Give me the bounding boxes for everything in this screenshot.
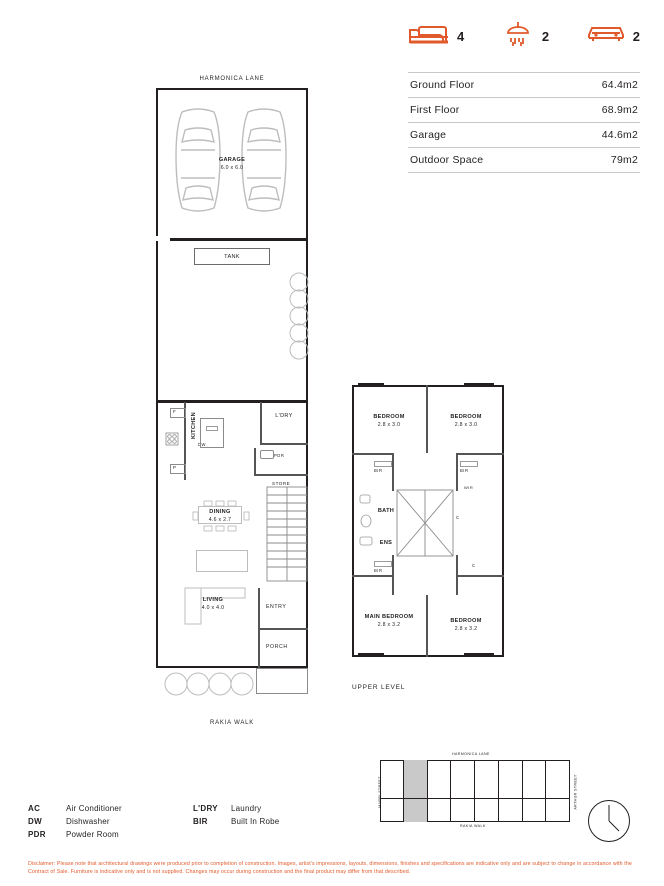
- carspaces-summary: [586, 22, 640, 51]
- room-name: DINING: [209, 509, 231, 515]
- bir-1: [374, 461, 392, 467]
- rug: [196, 550, 248, 572]
- landscaping-shrubs-front: [164, 670, 268, 700]
- fridge-tag: F: [173, 409, 177, 414]
- room-name: BEDROOM: [450, 618, 482, 624]
- upper-level-title: UPPER LEVEL: [352, 684, 406, 691]
- pantry-tag: P: [173, 465, 177, 470]
- bir-3: [374, 561, 392, 567]
- site-unit-highlighted: [404, 760, 428, 822]
- sink-icon: [206, 426, 218, 431]
- staircase-ground: [266, 486, 308, 582]
- room-name: ENS: [379, 540, 393, 546]
- site-unit: [428, 760, 452, 822]
- legend-term: Built In Robe: [231, 817, 280, 826]
- room-dining: [190, 508, 250, 525]
- wall: [456, 453, 504, 455]
- wall: [426, 385, 428, 453]
- bir-2: [460, 461, 478, 467]
- room-name: GARAGE: [218, 157, 246, 163]
- north-compass-icon: [588, 800, 630, 842]
- site-label-bottom: RAKIA WALK: [460, 824, 486, 828]
- landscaping-shrubs-courtyard: [286, 272, 312, 362]
- table-row: [408, 98, 640, 123]
- ground-floor-plan: [156, 88, 308, 698]
- legend-entry: [28, 817, 193, 826]
- wall: [260, 443, 308, 445]
- room-laundry: L'DRY: [275, 413, 293, 419]
- room-name: BEDROOM: [450, 414, 482, 420]
- legend: [28, 804, 358, 843]
- area-value: 68.9m2: [601, 104, 638, 116]
- site-divider: [380, 798, 570, 799]
- street-label-rakia-walk: RAKIA WALK: [209, 720, 255, 726]
- legend-abbr: [193, 830, 231, 839]
- car-icon: [586, 22, 626, 51]
- upper-floor-plan: [352, 385, 512, 685]
- street-label-harmonica-lane: HARMONICA LANE: [199, 76, 265, 82]
- dishwasher-tag: DW: [198, 442, 206, 447]
- kitchen-island: [200, 418, 224, 448]
- room-bedroom-1: [356, 413, 422, 430]
- legend-entry: [193, 830, 358, 839]
- linen-c-label-2: C: [472, 563, 476, 568]
- legend-term: Laundry: [231, 804, 262, 813]
- wall: [392, 453, 394, 491]
- bir-label-3: BIR: [374, 568, 383, 573]
- legend-row: [28, 817, 358, 826]
- site-unit: [546, 760, 570, 822]
- legend-term: Dishwasher: [66, 817, 110, 826]
- wall: [352, 575, 394, 577]
- wall: [426, 595, 428, 657]
- bir-label-1: BIR: [374, 468, 383, 473]
- room-name: MAIN BEDROOM: [364, 614, 414, 620]
- carspaces-count: 2: [632, 28, 640, 44]
- site-label-left: MARRI STREET: [377, 776, 382, 808]
- wall: [260, 402, 262, 444]
- room-name: LIVING: [202, 597, 224, 603]
- room-dimension: 4.0 x 4.0: [201, 605, 225, 612]
- window: [358, 383, 384, 385]
- window: [464, 383, 494, 385]
- room-dimension: 2.8 x 3.0: [454, 422, 478, 429]
- site-unit: [499, 760, 523, 822]
- area-value: 44.6m2: [601, 129, 638, 141]
- wall: [254, 448, 256, 476]
- linen-c-label-1: C: [456, 515, 460, 520]
- room-dimension: 4.6 x 2.7: [208, 517, 232, 524]
- legend-entry: [193, 804, 358, 813]
- wall: [352, 453, 394, 455]
- room-name: BEDROOM: [373, 414, 405, 420]
- porch-tag: PORCH: [266, 644, 288, 650]
- room-living: [184, 596, 242, 613]
- site-unit: [523, 760, 547, 822]
- wall: [456, 575, 504, 577]
- room-dimension: 2.8 x 3.2: [377, 622, 401, 629]
- shower-icon: [501, 19, 535, 54]
- room-dimension: 2.8 x 3.0: [377, 422, 401, 429]
- room-name: KITCHEN: [190, 412, 197, 440]
- garage-opening: [156, 236, 170, 241]
- tank-label: TANK: [224, 254, 240, 260]
- area-label: Outdoor Space: [410, 154, 484, 166]
- room-garage: [192, 156, 272, 173]
- bathrooms-count: 2: [541, 28, 550, 44]
- legend-abbr: BIR: [193, 817, 208, 826]
- window: [358, 653, 384, 655]
- pdr-tag: PDR: [274, 453, 285, 458]
- room-bedroom-2: [432, 413, 500, 430]
- legend-abbr: DW: [28, 817, 42, 826]
- legend-abbr: L'DRY: [193, 804, 218, 813]
- area-value: 64.4m2: [601, 79, 638, 91]
- wall: [156, 238, 308, 241]
- wir-label: WIR: [464, 485, 474, 490]
- legend-entry: [193, 817, 358, 826]
- room-dimension: 2.8 x 3.2: [454, 626, 478, 633]
- property-summary-bar: [408, 16, 640, 56]
- wall: [156, 400, 308, 403]
- legend-entry: [28, 830, 193, 839]
- table-row: [408, 148, 640, 173]
- room-kitchen: [190, 412, 198, 440]
- legend-abbr: AC: [28, 804, 41, 813]
- table-row: [408, 73, 640, 98]
- table-row: [408, 123, 640, 148]
- tank-box-top: [194, 248, 270, 249]
- wall: [258, 628, 308, 630]
- window: [464, 653, 494, 655]
- powder-room-fixture: [260, 450, 274, 459]
- site-unit: [475, 760, 499, 822]
- site-plan: [377, 752, 578, 832]
- legend-term: Powder Room: [66, 830, 119, 839]
- wall: [456, 453, 458, 491]
- room-dimension: 6.0 x 6.0: [220, 165, 244, 172]
- legend-row: [28, 830, 358, 839]
- bed-icon: [408, 21, 450, 52]
- area-value: 79m2: [610, 154, 638, 166]
- room-name: BATH: [377, 508, 395, 514]
- site-label-top: HARMONICA LANE: [452, 752, 490, 756]
- room-main-bedroom: [356, 613, 422, 630]
- wall: [254, 474, 308, 476]
- bedrooms-summary: [408, 21, 464, 52]
- area-label: Garage: [410, 129, 447, 141]
- cooktop-icon: [165, 432, 179, 446]
- legend-term: Air Conditioner: [66, 804, 122, 813]
- site-unit: [451, 760, 475, 822]
- site-label-right: ARTHUR STREET: [573, 774, 578, 810]
- area-label: Ground Floor: [410, 79, 475, 91]
- area-schedule-table: [408, 72, 640, 173]
- legend-entry: [28, 804, 193, 813]
- legend-row: [28, 804, 358, 813]
- disclaimer-text: Disclaimer: Please note that architectural drawings were produced prior to completion of construction. Images, artist's impressions, layouts, dimensions, finishes and specifications are indicative only and are subject to change in accordance with the Contract of Sale. Furniture is indicative only and is not supplied. Changes may occur during construction and the final product may differ from that described.: [28, 861, 632, 876]
- staircase-upper: [396, 489, 454, 557]
- area-label: First Floor: [410, 104, 460, 116]
- store-tag: STORE: [272, 481, 291, 486]
- bathrooms-summary: [501, 19, 549, 54]
- room-bedroom-4: [432, 617, 500, 634]
- bedrooms-count: 4: [457, 28, 465, 44]
- bir-label-2: BIR: [460, 468, 469, 473]
- front-path: [256, 668, 308, 694]
- tank-box-bottom: [194, 264, 270, 265]
- entry-tag: ENTRY: [266, 604, 287, 610]
- legend-abbr: PDR: [28, 830, 46, 839]
